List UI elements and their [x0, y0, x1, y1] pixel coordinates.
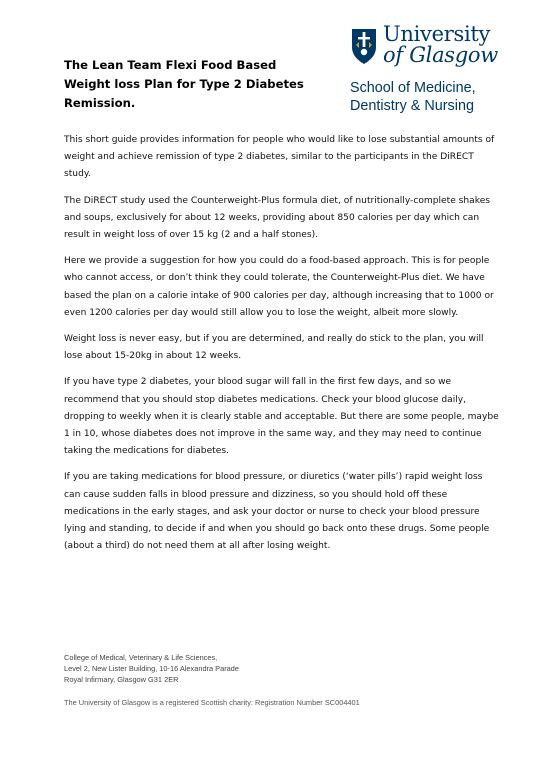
document-title	[64, 56, 314, 113]
title-line-1: The Lean Team Flexi Food Based	[64, 58, 277, 72]
university-name-line-1: University	[383, 22, 491, 46]
title-line-3: Remission.	[64, 96, 136, 110]
paragraph-weight-loss: Weight loss is never easy, but if you are determined, and really do stick to the plan, you will lose about 15-20kg in about 12 weeks.	[64, 334, 484, 362]
title-line-2: Weight loss Plan for Type 2 Diabetes	[64, 77, 304, 91]
footer-address-line-2: Level 2, New Lister Building, 10-16 Alexandra Parade	[64, 664, 240, 673]
footer-address-line-3: Royal Infirmary, Glasgow G31 2ER	[64, 675, 179, 684]
university-crest-icon	[350, 27, 378, 65]
footer-address	[64, 652, 504, 685]
paragraph-diabetes-medication: If you have type 2 diabetes, your blood sugar will fall in the first few days, and so we recommend that you should stop diabetes medications. Check your blood glucose daily, dropping to weekly when it is clearly stable and acceptable. But there are some people, maybe 1 in 10, whose diabetes does not improve in the same way, and they may need to continue taking the medications for diabetes.	[64, 377, 499, 457]
paragraph-blood-pressure: If you are taking medications for blood pressure, or diuretics (‘water pills’) rapid weight loss can cause sudden falls in blood pressure and dizziness, so you should hold off these medications in the early stages, and ask your doctor or nurse to check your blood pressure lying and standing, to decide if and when you should go back onto these drugs. Some people (about a third) do not need them at all after losing weight.	[64, 472, 490, 552]
school-name	[350, 79, 476, 115]
university-name	[383, 24, 498, 66]
footer-address-line-1: College of Medical, Veterinary & Life Sciences,	[64, 653, 218, 662]
school-name-line-1: School of Medicine,	[350, 80, 476, 96]
footer-charity-notice: The University of Glasgow is a registered Scottish charity: Registration Number SC004401	[64, 698, 360, 707]
school-name-line-2: Dentistry & Nursing	[350, 98, 474, 114]
paragraph-intro: This short guide provides information for people who would like to lose substantial amounts of weight and achieve remission of type 2 diabetes, similar to the participants in the DiRECT study.	[64, 135, 495, 180]
university-logo	[350, 24, 530, 120]
document-body	[64, 132, 500, 564]
university-name-line-2: of Glasgow	[383, 43, 498, 67]
paragraph-food-approach: Here we provide a suggestion for how you could do a food-based approach. This is for people who cannot access, or don’t think they could tolerate, the Counterweight-Plus diet. We have based the plan on a calorie intake of 900 calories per day, although increasing that to 1000 or even 1200 calories per day would still allow you to lose the weight, albeit more slowly.	[64, 256, 494, 318]
paragraph-direct-study: The DiRECT study used the Counterweight-Plus formula diet, of nutritionally-complete shakes and soups, exclusively for about 12 weeks, providing about 850 calories per day which can result in weight loss of over 15 kg (2 and a half stones).	[64, 195, 491, 241]
